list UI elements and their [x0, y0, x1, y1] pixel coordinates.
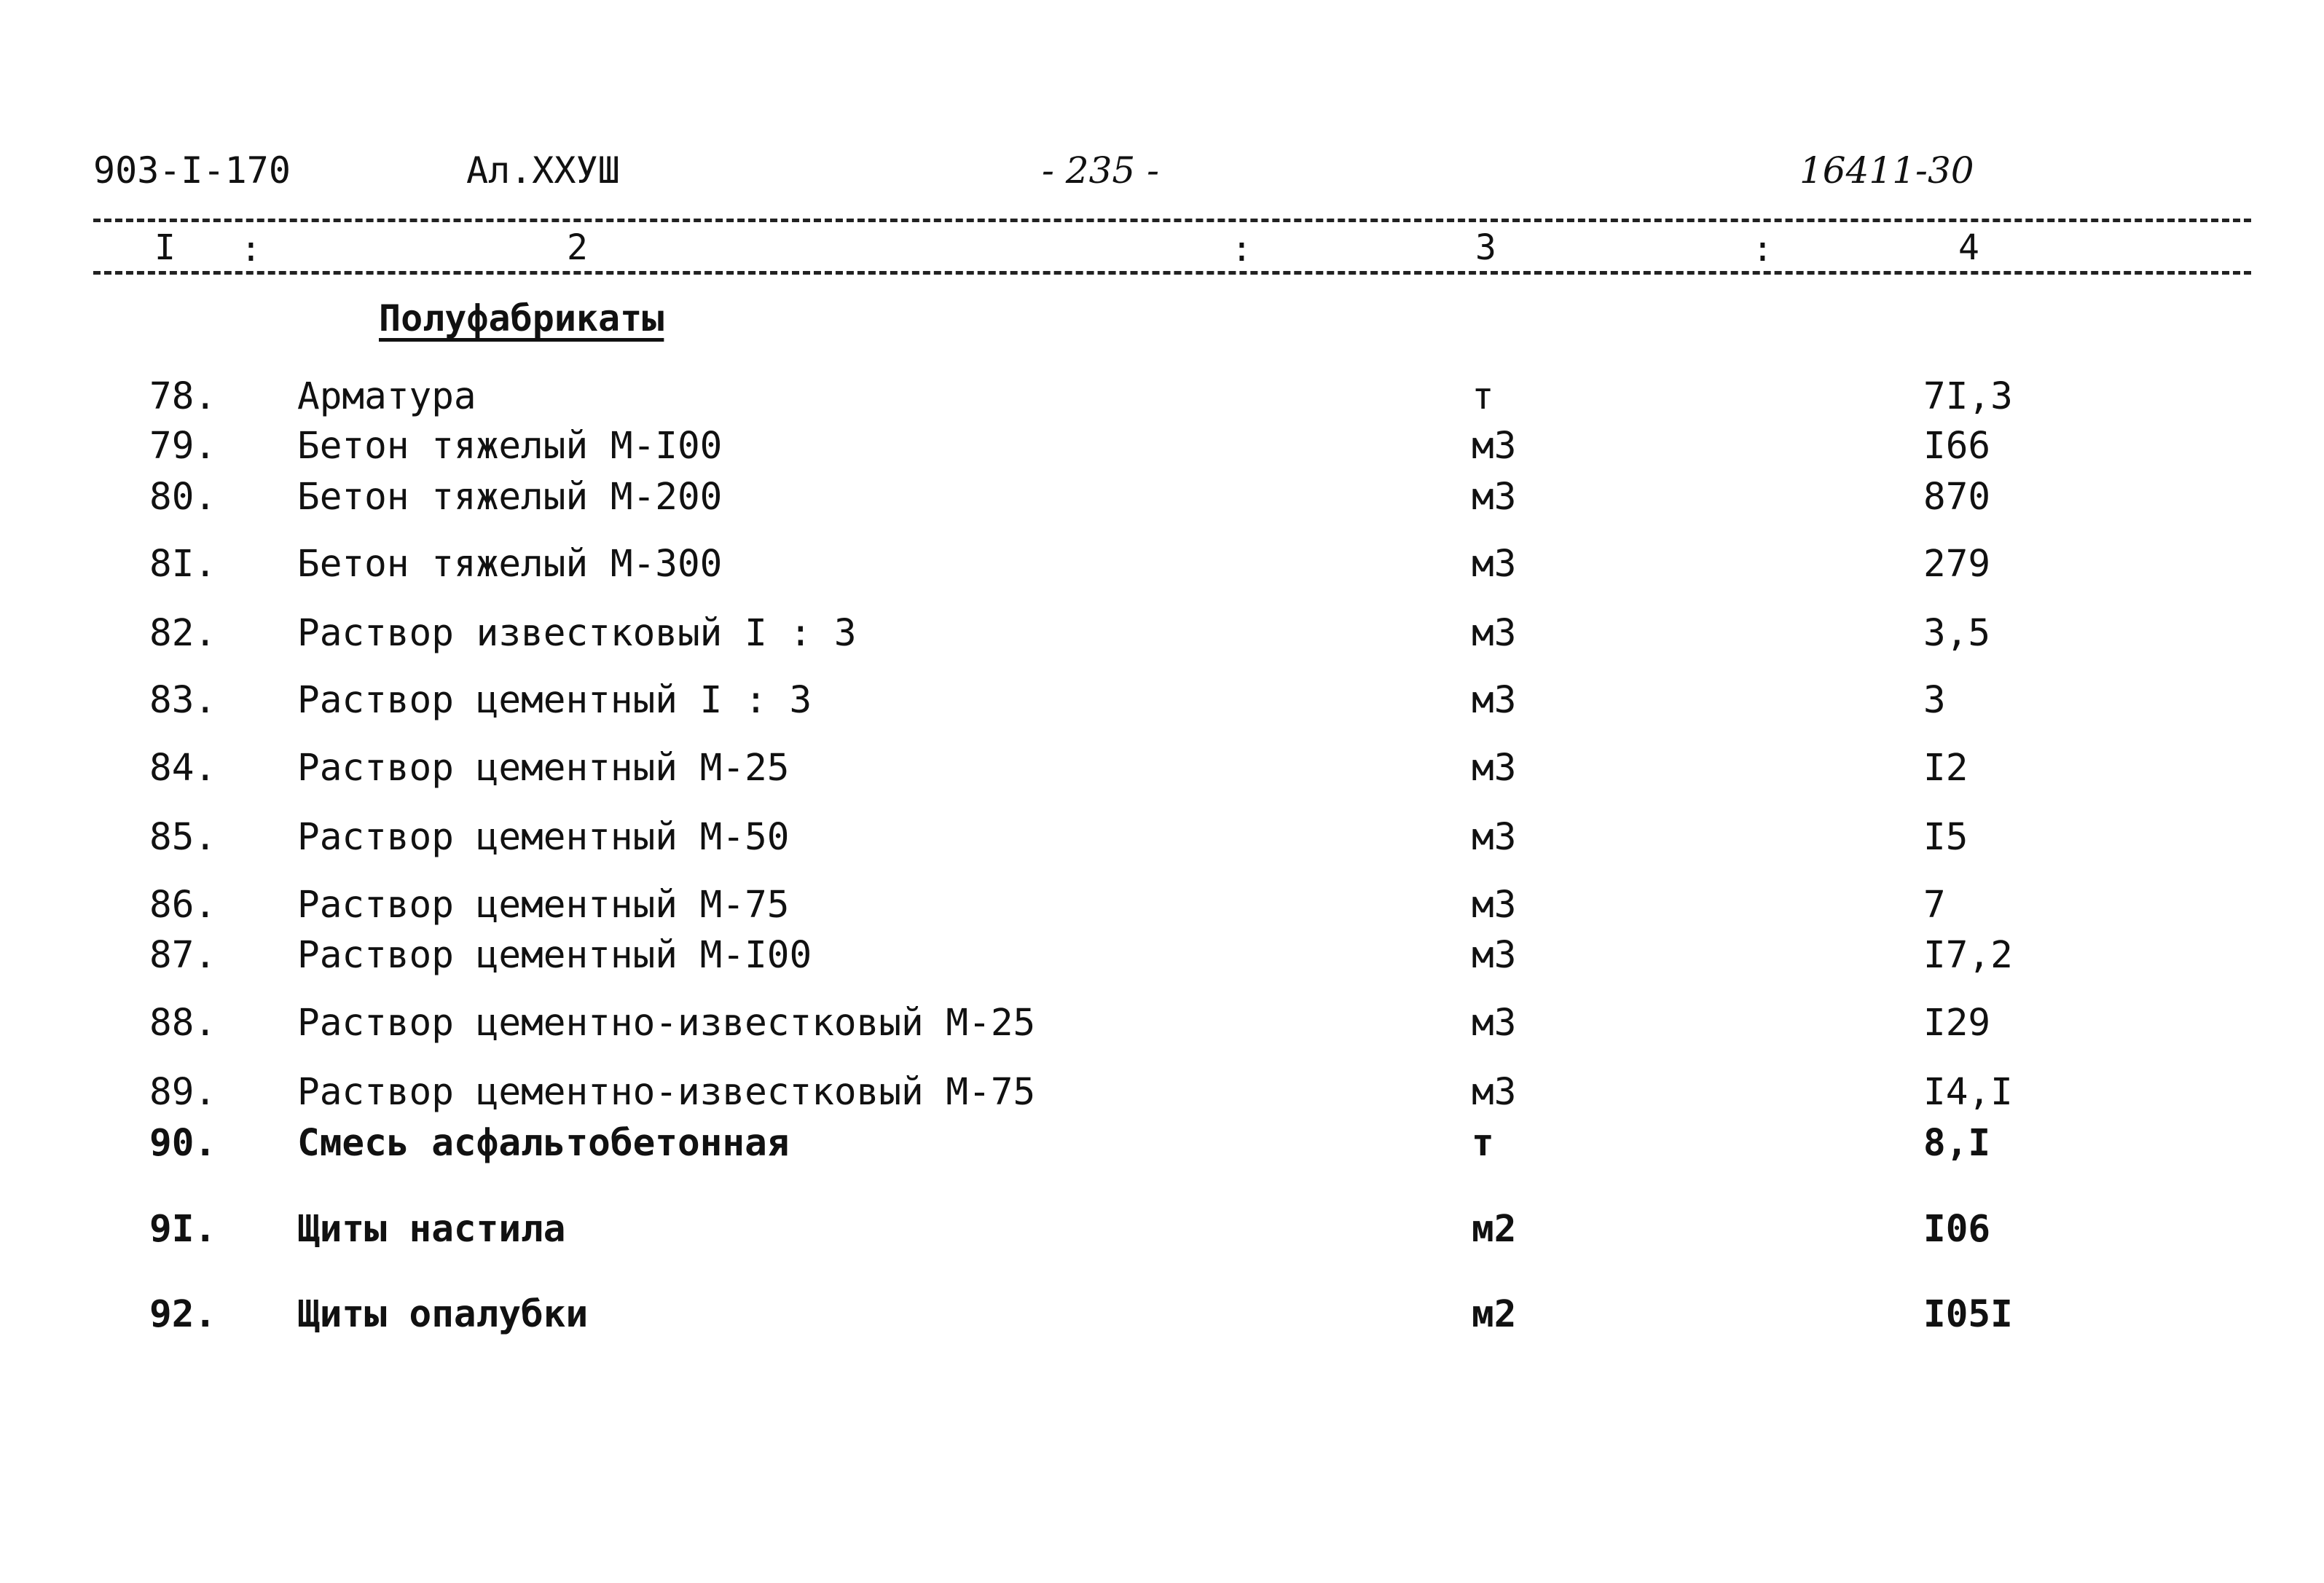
row-quantity: I7,2	[1923, 934, 2013, 977]
section-title: Полуфабрикаты	[379, 297, 664, 339]
row-name: Раствор цементно-известковый М-75	[297, 1071, 1036, 1114]
row-number: 88.	[149, 1002, 217, 1045]
table-row	[0, 1208, 2324, 1252]
column-separator: :	[1231, 229, 1252, 270]
row-name: Арматура	[297, 375, 476, 418]
row-quantity: I5	[1923, 816, 1968, 859]
row-name: Раствор цементный М-25	[297, 747, 790, 790]
row-number: 78.	[149, 375, 217, 418]
column-number-4: 4	[1958, 227, 1979, 268]
row-unit: м3	[1472, 425, 1517, 468]
column-number-2: 2	[567, 227, 588, 268]
column-number-1: I	[154, 227, 176, 268]
row-unit: м3	[1472, 747, 1517, 790]
table-row	[0, 1293, 2324, 1337]
column-separator: :	[240, 229, 262, 270]
row-unit: м2	[1472, 1208, 1517, 1251]
table-row	[0, 679, 2324, 723]
row-quantity: 870	[1923, 476, 1991, 519]
header-rule-bottom	[93, 271, 2251, 275]
table-row	[0, 543, 2324, 586]
row-unit: м3	[1472, 1002, 1517, 1045]
row-name: Щиты опалубки	[297, 1293, 589, 1336]
row-unit: т	[1472, 375, 1494, 418]
page-number: - 235 -	[1042, 149, 1160, 192]
row-unit: м3	[1472, 476, 1517, 519]
row-number: 85.	[149, 816, 217, 859]
column-separator: :	[1752, 229, 1773, 270]
row-unit: м3	[1472, 612, 1517, 655]
row-number: 83.	[149, 679, 217, 722]
row-number: 92.	[149, 1293, 217, 1336]
row-number: 79.	[149, 425, 217, 468]
row-number: 8I.	[149, 543, 217, 586]
row-name: Раствор цементный М-I00	[297, 934, 812, 977]
row-unit: м3	[1472, 1071, 1517, 1114]
table-row	[0, 1002, 2324, 1045]
row-quantity: I2	[1923, 747, 1968, 790]
table-row	[0, 884, 2324, 927]
row-name: Бетон тяжелый М-200	[297, 476, 723, 519]
row-number: 90.	[149, 1122, 217, 1165]
row-name: Бетон тяжелый М-300	[297, 543, 723, 586]
row-number: 80.	[149, 476, 217, 519]
row-name: Смесь асфальтобетонная	[297, 1122, 790, 1165]
row-name: Раствор цементный М-75	[297, 884, 790, 927]
table-row	[0, 747, 2324, 790]
row-quantity: 7I,3	[1923, 375, 2013, 418]
table-row	[0, 425, 2324, 468]
row-quantity: 3	[1923, 679, 1946, 722]
table-row	[0, 934, 2324, 978]
row-unit: м2	[1472, 1293, 1517, 1336]
row-number: 87.	[149, 934, 217, 977]
row-quantity: I66	[1923, 425, 1991, 468]
row-quantity: 279	[1923, 543, 1991, 586]
row-name: Щиты настила	[297, 1208, 566, 1251]
row-name: Бетон тяжелый М-I00	[297, 425, 723, 468]
row-number: 89.	[149, 1071, 217, 1114]
row-number: 86.	[149, 884, 217, 927]
row-quantity: 8,I	[1923, 1122, 1991, 1165]
row-quantity: I06	[1923, 1208, 1991, 1251]
row-unit: м3	[1472, 884, 1517, 927]
row-name: Раствор цементный I : 3	[297, 679, 812, 722]
row-unit: м3	[1472, 679, 1517, 722]
row-unit: м3	[1472, 934, 1517, 977]
row-quantity: I05I	[1923, 1293, 2013, 1336]
row-number: 82.	[149, 612, 217, 655]
row-unit: м3	[1472, 543, 1517, 586]
row-name: Раствор цементно-известковый М-25	[297, 1002, 1036, 1045]
column-number-3: 3	[1475, 227, 1496, 268]
row-name: Раствор цементный М-50	[297, 816, 790, 859]
table-row	[0, 1071, 2324, 1115]
table-row	[0, 1122, 2324, 1166]
header-rule-top	[93, 219, 2251, 222]
album-number: Ал.XXУШ	[466, 149, 620, 192]
row-name: Раствор известковый I : 3	[297, 612, 857, 655]
row-quantity: 7	[1923, 884, 1946, 927]
row-unit: т	[1472, 1122, 1494, 1165]
registration-number: 16411-30	[1799, 149, 1974, 192]
table-row	[0, 612, 2324, 656]
table-row	[0, 476, 2324, 519]
table-row	[0, 816, 2324, 860]
row-unit: м3	[1472, 816, 1517, 859]
row-quantity: 3,5	[1923, 612, 1991, 655]
table-row	[0, 375, 2324, 419]
row-quantity: I4,I	[1923, 1071, 2013, 1114]
row-number: 9I.	[149, 1208, 217, 1251]
row-number: 84.	[149, 747, 217, 790]
row-quantity: I29	[1923, 1002, 1991, 1045]
document-number: 903-I-170	[93, 149, 291, 192]
